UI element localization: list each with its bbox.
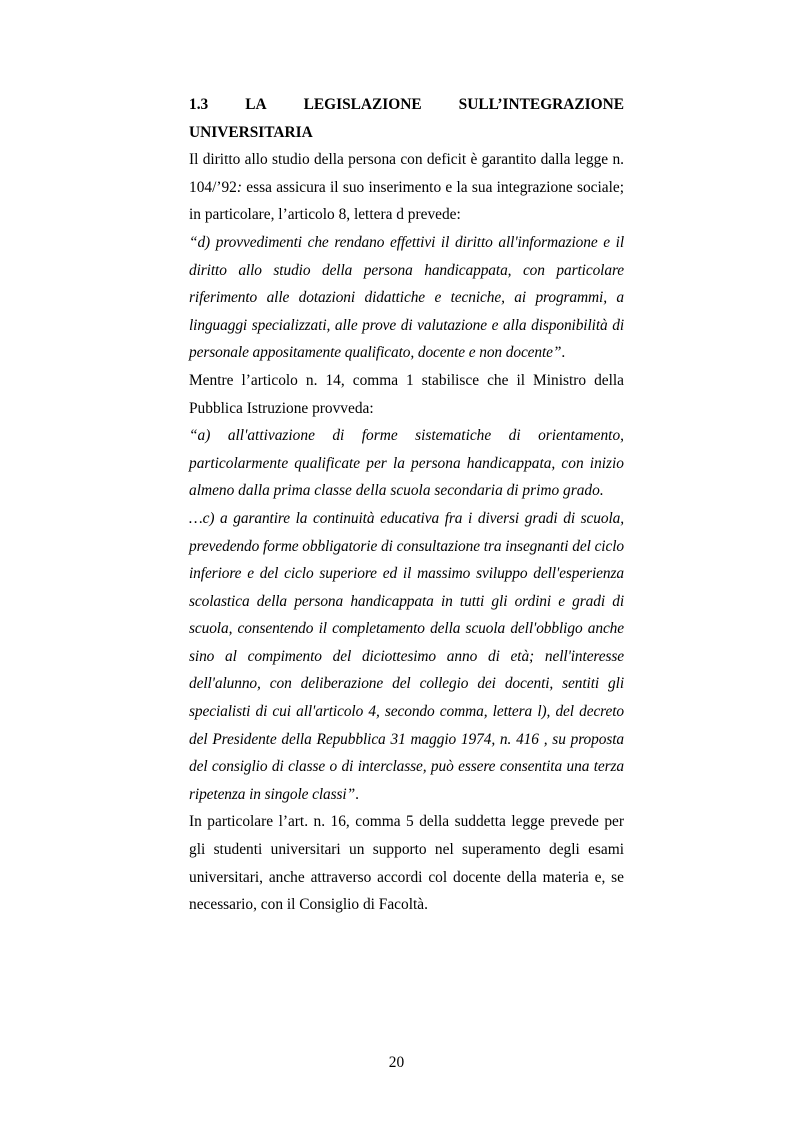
page-content xyxy=(189,91,624,919)
paragraph-intro-part-1: Il diritto allo studio della persona con deficit è garantito dalla legge n. 104/’92 xyxy=(189,151,624,196)
paragraph-intro-part-2: essa assicura il suo inserimento e la sua integrazione sociale; in particolare, l’articolo 8, lettera d prevede: xyxy=(189,178,624,224)
quote-article-14-c-end: . xyxy=(355,785,359,803)
heading-word-2: LEGISLAZIONE xyxy=(303,96,422,113)
section-heading-line-2: UNIVERSITARIA xyxy=(189,123,313,141)
quote-article-14-c xyxy=(189,505,624,809)
quote-article-14-c-text: …c) a garantire la continuità educativa fra i diversi gradi di scuola, prevedendo forme obbligatorie di consultazione tra insegnanti del ciclo inferiore e del ciclo superiore ed il massimo sviluppo dell'esperienza scolastica della persona handicappata in tutti gli ordini e gradi di scuola, consentendo il completamento della scuola dell'obbligo anche sino al compimento del diciottesimo anno di età; nell'interesse dell'alunno, con deliberazione del collegio dei docenti, sentiti gli specialisti di cui all'articolo 4, secondo comma, lettera l), del decreto del Presidente della Repubblica 31 maggio 1974, n. 416 , su proposta del consiglio di classe o di interclasse, può essere consentita una terza ripetenza in singole classi” xyxy=(189,509,624,803)
heading-word-1: LA xyxy=(245,96,267,113)
page-number: 20 xyxy=(388,1054,405,1071)
paragraph-article-16: In particolare l’art. n. 16, comma 5 della suddetta legge prevede per gli studenti universitari un supporto nel superamento degli esami universitari, anche attraverso accordi col docente della materia e, se necessario, con il Consiglio di Facoltà. xyxy=(189,813,624,914)
paragraph-intro xyxy=(189,146,624,229)
quote-article-14-a: “a) all'attivazione di forme sistematiche di orientamento, particolarmente qualificate per la persona handicappata, con inizio almeno dalla prima classe della scuola secondaria di primo grado. xyxy=(189,427,624,500)
quote-article-8-end: . xyxy=(561,344,566,362)
quote-article-8 xyxy=(189,229,624,367)
quote-article-8-text: “d) provvedimenti che rendano effettivi il diritto all'informazione e il diritto allo studio della persona handicappata, con particolare riferimento alle dotazioni didattiche e tecniche, ai programmi, a linguaggi specializzati, alle prove di valutazione e alla disponibilità di personale appositamente qualificato, docente e non docente” xyxy=(189,233,624,362)
section-heading xyxy=(189,91,624,119)
paragraph-intro-colon: : xyxy=(236,178,243,196)
section-number: 1.3 xyxy=(189,96,209,113)
paragraph-article-14: Mentre l’articolo n. 14, comma 1 stabilisce che il Ministro della Pubblica Istruzione provveda: xyxy=(189,371,624,417)
heading-word-3: SULL’INTEGRAZIONE xyxy=(458,96,624,113)
